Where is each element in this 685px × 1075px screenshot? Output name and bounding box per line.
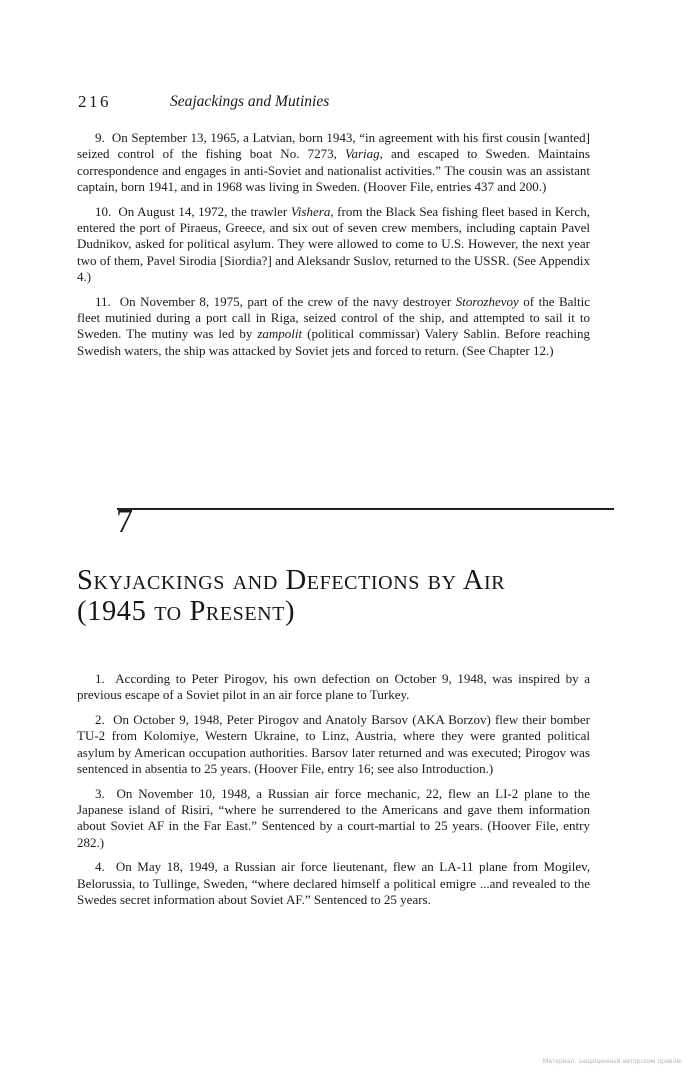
paragraph-text: , from the Black Sea fishing fleet based in Kerch, entered the port of Piraeus, Greece, and six out of seven crew members, including captain Pavel Dudnikov, asked for political asylum. They were allowed to come to U.S. However, the next year two of them, Pavel Sirodia [Siordia?] and Aleksandr Suslov, returned to the USSR. (See Appendix 4.) (77, 203, 590, 284)
paragraph-text: (political commissar) Valery Sablin. Before reaching Swedish waters, the ship was attacked by Soviet jets and forced to return. (See Chapter 12.) (77, 326, 590, 358)
skyjackings-numbered-list (77, 671, 590, 917)
paragraph-text: 11. On November 8, 1975, part of the crew of the navy destroyer (95, 293, 456, 309)
paragraph-text: 2. On October 9, 1948, Peter Pirogov and Anatoly Barsov (AKA Borzov) flew their bomber TU-2 from Kolomiye, Western Ukraine, to Linz, Austria, where they were granted political asylum by American occupation authorities. Barsov later returned and was executed; Pirogov was sentenced in absentia to 25 years. (Hoover File, entry 16; see also Introduction.) (77, 712, 590, 776)
paragraph-text: 4. On May 18, 1949, a Russian air force lieutenant, flew an LA-11 plane from Mogilev, Belorussia, to Tullinge, Sweden, “where declared himself a political emigre ...and revealed to the Swedes secret information about Soviet AF.” Sentenced to 25 years. (77, 859, 590, 908)
chapter-title-line-2: (1945 to Present) (77, 595, 296, 627)
italic-term: zampolit (257, 326, 303, 342)
chapter-divider-rule (117, 508, 614, 510)
paragraph-item-4 (77, 859, 590, 908)
paragraph-item-11 (77, 294, 590, 359)
running-header (78, 92, 607, 114)
paragraph-item-2 (77, 712, 590, 777)
paragraph-text: 3. On November 10, 1948, a Russian air force mechanic, 22, flew an LI-2 plane to the Japanese island of Risiri, “where he surrendered to the Americans and gave them information about Soviet AF in the Far East.” Sentenced by a court-martial to 25 years. (Hoover File, entry 282.) (77, 785, 590, 850)
paragraph-text: of the Baltic fleet mutinied during a port call in Riga, seized control of the ship, and attempted to sail it to Sweden. The mutiny was led by (77, 293, 590, 342)
paragraph-item-9 (77, 130, 590, 195)
italic-term: Variag (344, 146, 380, 162)
paragraph-item-10 (77, 204, 590, 285)
copyright-watermark: Материал, защищенный авторским правом (542, 1058, 681, 1065)
page-number: 216 (78, 92, 111, 111)
italic-term: Vishera (290, 203, 331, 219)
paragraph-item-3 (77, 786, 590, 851)
italic-term: Storozhevoy (455, 293, 519, 309)
running-head-title: Seajackings and Mutinies (170, 93, 330, 110)
paragraph-text: 9. On September 13, 1965, a Latvian, born 1943, “in agreement with his first cousin [wanted] seized control of the fishing boat No. 7273, (77, 130, 590, 162)
chapter-title-line-1: Skyjackings and Defections by Air (77, 565, 506, 596)
paragraph-text: 1. According to Peter Pirogov, his own defection on October 9, 1948, was inspired by a previous escape of a Soviet pilot in an air force plane to Turkey. (77, 671, 590, 703)
chapter-number: 7 (116, 503, 133, 540)
mutinies-numbered-list (77, 130, 590, 367)
chapter-title (77, 566, 617, 627)
paragraph-text: , and escaped to Sweden. Maintains correspondence and engages in anti-Soviet and nationalist activities.” The cousin was an assistant captain, born 1941, and in 1968 was living in Sweden. (Hoover File, entries 437 and 200.) (77, 146, 590, 194)
paragraph-text: 10. On August 14, 1972, the trawler (95, 203, 291, 219)
paragraph-item-1 (77, 671, 590, 704)
